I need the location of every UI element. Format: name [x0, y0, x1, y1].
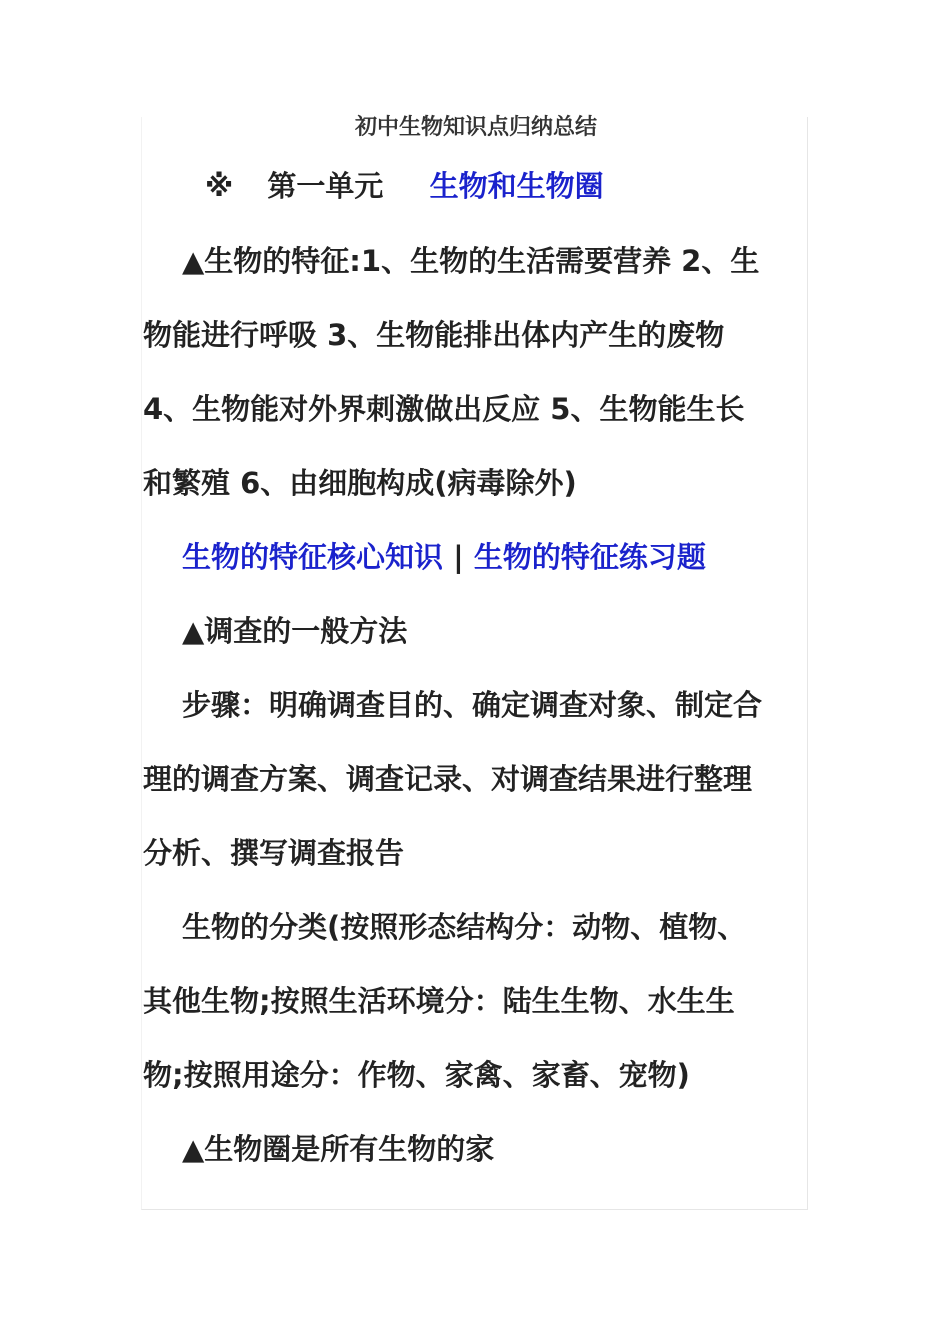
text-line: ▲调查的一般方法 — [182, 614, 408, 648]
link-row — [143, 520, 809, 594]
text-line: ▲生物的特征:1、生物的生活需要营养 2、生 — [182, 244, 760, 278]
text-line: 和繁殖 6、由细胞构成(病毒除外) — [143, 466, 577, 500]
paragraph-features — [143, 224, 809, 520]
reference-mark: ※ — [205, 169, 234, 203]
text-line: 分析、撰写调查报告 — [143, 836, 405, 870]
text-line: 物;按照用途分：作物、家禽、家畜、宠物) — [143, 1058, 690, 1092]
text-line: 4、生物能对外界刺激做出反应 5、生物能生长 — [143, 392, 745, 426]
unit-topic: 生物和生物圈 — [429, 169, 604, 203]
text-line: 其他生物;按照生活环境分：陆生生物、水生生 — [143, 984, 735, 1018]
text-line: ▲生物圈是所有生物的家 — [182, 1132, 495, 1166]
link-features-core-knowledge[interactable]: 生物的特征核心知识 — [182, 540, 444, 574]
text-line: 理的调查方案、调查记录、对调查结果进行整理 — [143, 762, 753, 796]
paragraph-classification — [143, 890, 809, 1112]
text-line: 生物的分类(按照形态结构分：动物、植物、 — [182, 910, 747, 944]
paragraph-biosphere — [143, 1112, 809, 1186]
link-separator: | — [453, 540, 464, 574]
link-features-exercises[interactable]: 生物的特征练习题 — [473, 540, 706, 574]
document-title: 初中生物知识点归纳总结 — [354, 115, 597, 140]
unit-label: 第一单元 — [267, 169, 384, 203]
paragraph-survey-heading — [143, 594, 809, 668]
text-line: 步骤：明确调查目的、确定调查对象、制定合 — [182, 688, 763, 722]
unit-heading — [205, 166, 604, 206]
paragraph-survey-steps — [143, 668, 809, 890]
text-line: 物能进行呼吸 3、生物能排出体内产生的废物 — [143, 318, 725, 352]
